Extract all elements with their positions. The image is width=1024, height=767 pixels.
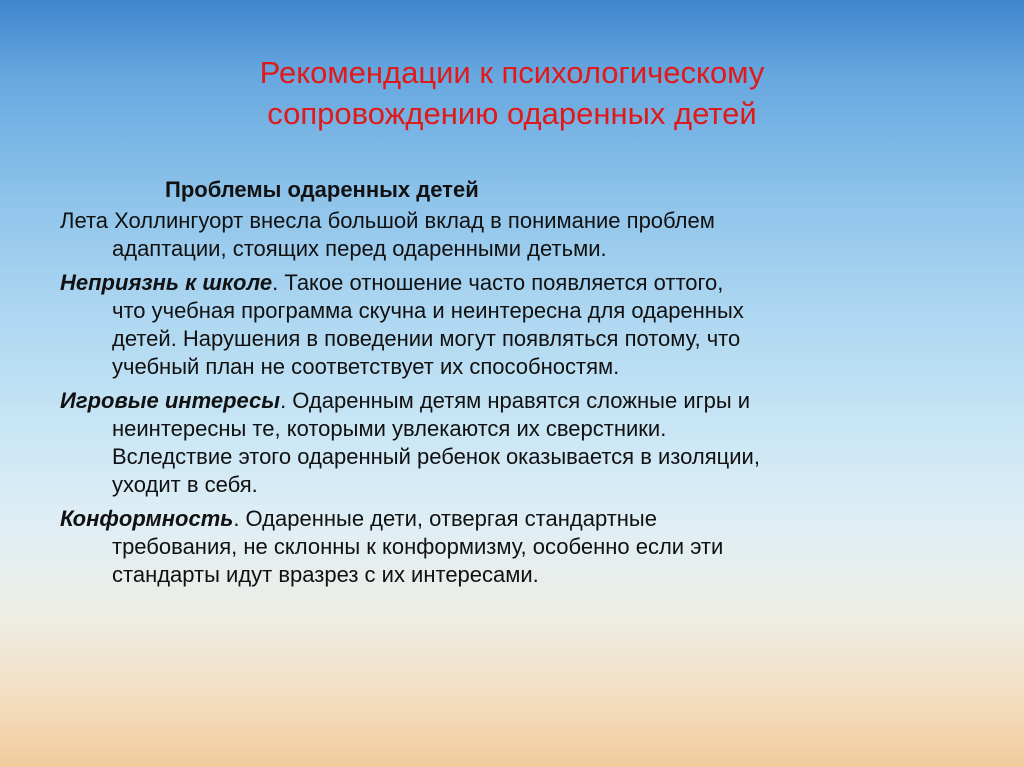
- problem-line: что учебная программа скучна и неинтересна для одаренных: [112, 298, 744, 323]
- problem-line: требования, не склонны к конформизму, особенно если эти: [112, 534, 724, 559]
- problem-line: Вследствие этого одаренный ребенок оказывается в изоляции,: [112, 444, 760, 469]
- intro-line-2: адаптации, стоящих перед одаренными детьми.: [112, 236, 607, 261]
- slide-title: [90, 52, 934, 134]
- problem-line: неинтересны те, которыми увлекаются их сверстники.: [112, 416, 667, 441]
- problem-line: детей. Нарушения в поведении могут появляться потому, что: [112, 326, 741, 351]
- problem-term: Игровые интересы: [60, 388, 281, 413]
- slide-body: [60, 176, 980, 595]
- title-line-1: Рекомендации к психологическому: [259, 55, 765, 90]
- problem-line: стандарты идут вразрез с их интересами.: [112, 562, 539, 587]
- problem-first-line: [60, 505, 980, 533]
- intro-paragraph: [60, 207, 980, 263]
- problem-term: Неприязнь к школе: [60, 270, 273, 295]
- problem-first-line-text: . Одаренным детям нравятся сложные игры и: [280, 388, 751, 413]
- section-subtitle: Проблемы одаренных детей: [165, 177, 479, 202]
- problem-paragraph-school-dislike: [60, 269, 980, 381]
- problem-term: Конформность: [60, 506, 234, 531]
- problem-first-line: [60, 269, 980, 297]
- problem-first-line-text: . Одаренные дети, отвергая стандартные: [233, 506, 657, 531]
- problem-line: уходит в себя.: [112, 472, 258, 497]
- intro-line-1: Лета Холлингуорт внесла большой вклад в понимание проблем: [60, 208, 715, 233]
- problem-paragraph-conformity: [60, 505, 980, 589]
- problem-paragraph-play-interests: [60, 387, 980, 499]
- problem-first-line: [60, 387, 980, 415]
- problem-line: учебный план не соответствует их способностям.: [112, 354, 620, 379]
- problem-first-line-text: . Такое отношение часто появляется оттого,: [272, 270, 724, 295]
- title-line-2: сопровождению одаренных детей: [267, 96, 757, 131]
